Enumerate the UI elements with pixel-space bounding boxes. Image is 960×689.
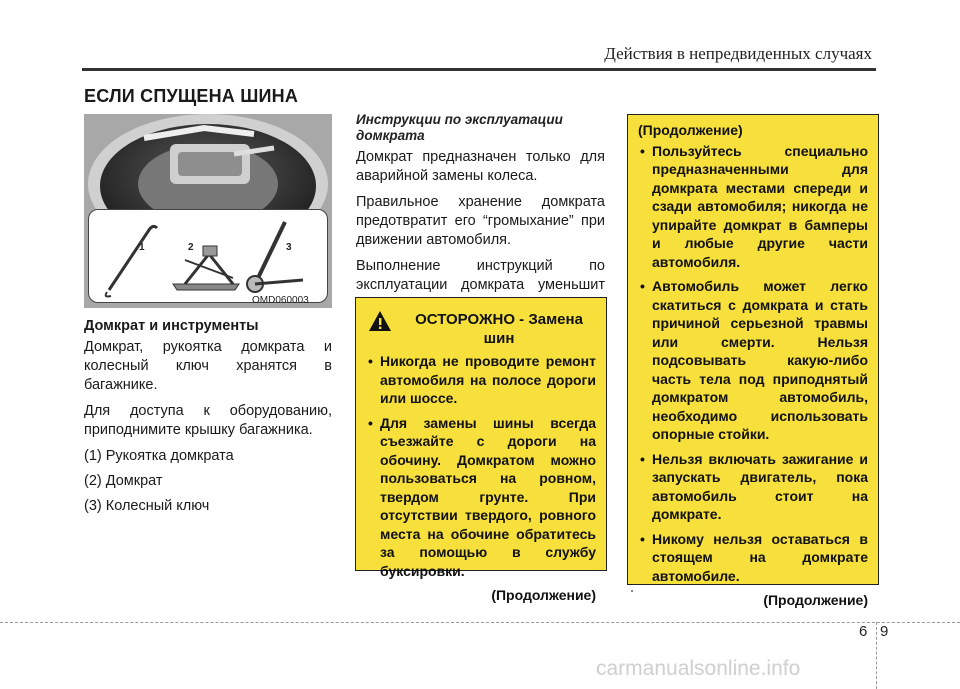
callout-2: 2 — [188, 242, 194, 253]
paragraph: Домкрат предназначен только для аварийной замены колеса. — [356, 149, 605, 184]
stray-dot — [631, 590, 633, 592]
warning-bullet: • Автомобиль может легко скатиться с домкрата и стать причиной серьезной травмы или смерти. Нельзя подсовывать какую-либо часть тела под приподнятый домкратом автомобиль, необходимо использовать опорные стойки. — [640, 277, 868, 444]
warning-box-tire-change — [355, 297, 607, 603]
list-item: (3) Колесный ключ — [84, 498, 210, 514]
figure-code: OMD060003 — [252, 295, 309, 306]
subsection-heading: Инструкции по эксплуатации домкрата — [356, 112, 563, 143]
callout-1: 1 — [139, 242, 145, 253]
paragraph: Для доступа к оборудованию, приподнимите крышку багажника. — [84, 403, 332, 438]
list-item: (2) Домкрат — [84, 473, 163, 489]
subsection-title: Домкрат и инструменты — [84, 318, 259, 334]
warning-list — [628, 142, 878, 586]
warning-bullet: • Никогда не проводите ремонт автомобиля на полосе дороги или шоссе. — [368, 352, 596, 408]
continued-label: (Продолжение) — [491, 587, 596, 603]
watermark: carmanualsonline.info — [596, 657, 801, 680]
tools-drawing — [89, 210, 327, 302]
footer-rule — [0, 622, 960, 623]
continued-label: (Продолжение) — [763, 592, 868, 608]
page-number-page: 9 — [880, 623, 889, 640]
list-item: (1) Рукоятка домкрата — [84, 448, 234, 464]
warning-bullet: • Для замены шины всегда съезжайте с дороги на обочину. Домкратом можно пользоваться на ровном, твердом грунте. При отсутствии твердого, ровного места на обочине обратитесь за помощью в службу буксировки. — [368, 414, 596, 581]
warning-bullet: • Пользуйтесь специально предназначенными для домкрата местами спереди и сзади автомобиля; никогда не упирайте домкрат в бамперы и любые другие части автомобиля. — [640, 142, 868, 272]
continued-label-top: (Продолжение) — [638, 122, 743, 138]
middle-column — [356, 112, 605, 321]
trunk-tools-figure — [84, 114, 332, 308]
paragraph: Домкрат, рукоятка домкрата и колесный ключ хранятся в багажнике. — [84, 339, 332, 393]
paragraph: Выполнение инструкций по эксплуатации домкрата уменьшит — [356, 258, 605, 293]
header-rule — [82, 68, 876, 71]
page-number-chapter: 6 — [859, 623, 868, 640]
callout-3: 3 — [286, 242, 292, 253]
paragraph: Правильное хранение домкрата предотвратит его “громыхание” при движении автомобиля. — [356, 194, 605, 248]
page-number-separator — [876, 622, 878, 689]
warning-bullet: • Нельзя включать зажигание и запускать двигатель, пока автомобиль стоит на домкрате. — [640, 450, 868, 524]
warning-list — [356, 352, 606, 580]
chapter-title: Действия в непредвиденных случаях — [604, 44, 872, 63]
warning-bullet: • Никому нельзя оставаться в стоящем на домкрате автомобиле. — [640, 530, 868, 586]
warning-title: ОСТОРОЖНО - Замена шин — [415, 311, 583, 347]
warning-triangle-icon — [368, 310, 392, 332]
left-column — [84, 317, 332, 522]
tools-inset — [88, 209, 328, 303]
warning-box-continued — [627, 114, 879, 608]
section-title: ЕСЛИ СПУЩЕНА ШИНА — [84, 86, 299, 106]
warning-header — [356, 298, 606, 352]
